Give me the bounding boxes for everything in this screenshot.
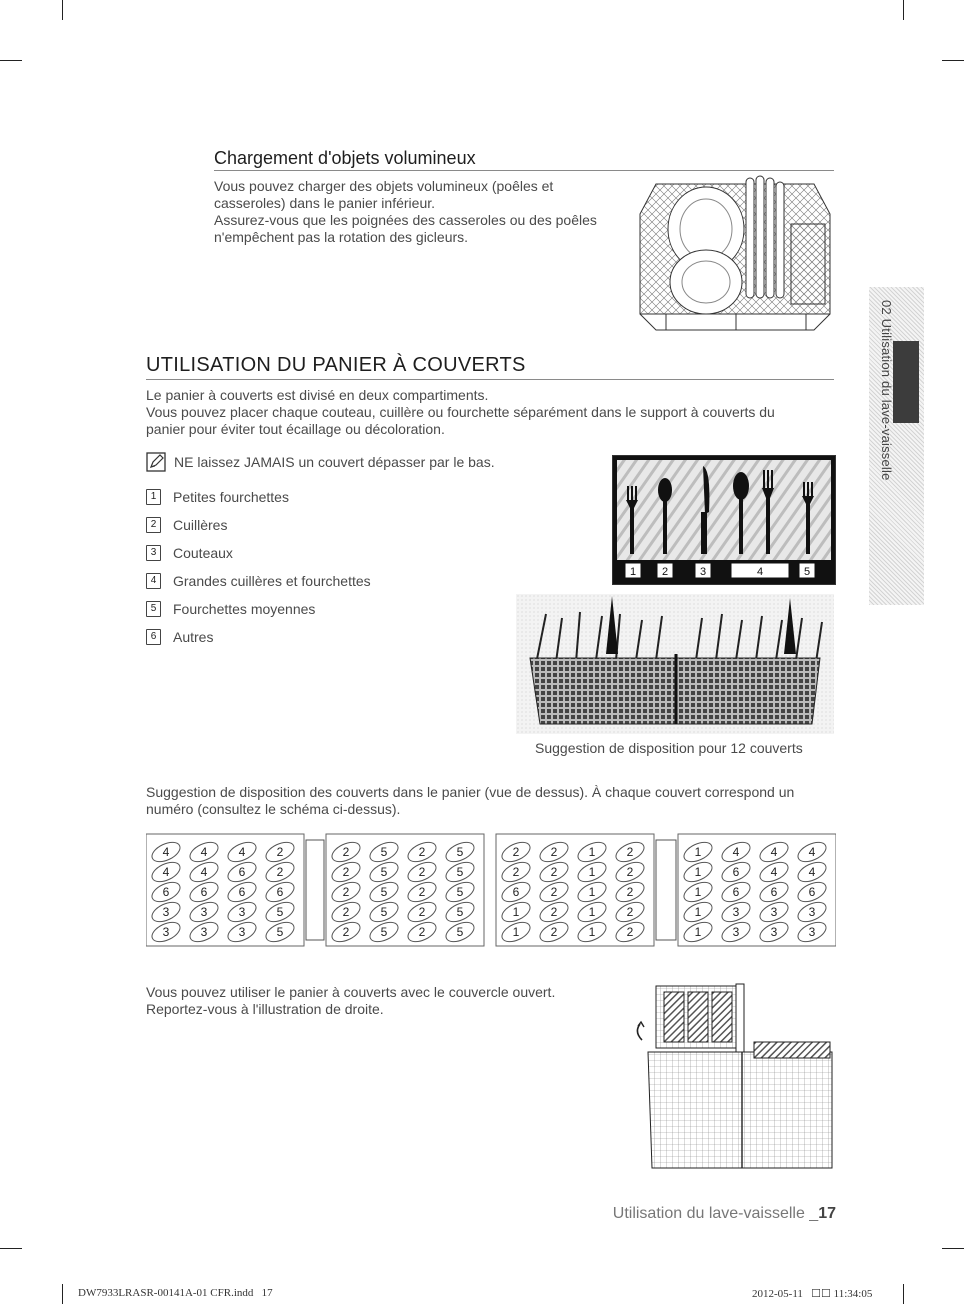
slot-number: 2: [276, 845, 284, 859]
slot-number: 1: [512, 905, 520, 919]
slot-number: 4: [200, 845, 208, 859]
slot-number: 2: [512, 865, 520, 879]
slot-number: 3: [162, 925, 170, 939]
chapter-tab-marker: [893, 341, 919, 423]
bulky-para-2: Assurez-vous que les poignées des casseroles ou des poêles n'empêchent pas la rotation des gicleurs.: [214, 212, 597, 245]
slot-number: 1: [694, 905, 702, 919]
slot-number: 2: [626, 905, 634, 919]
photo-caption: Suggestion de disposition pour 12 couverts: [535, 740, 803, 756]
footer-section-label: Utilisation du lave-vaisselle _: [612, 1205, 819, 1222]
item-label: Fourchettes moyennes: [173, 601, 316, 617]
slot-number: 4: [732, 845, 740, 859]
slot-number: 2: [342, 905, 350, 919]
item-label: Couteaux: [173, 545, 233, 561]
item-label: Autres: [173, 629, 214, 645]
section-title-cutlery: UTILISATION DU PANIER À COUVERTS: [146, 354, 526, 376]
lower-basket-illustration: [636, 174, 834, 332]
slot-number: 4: [162, 845, 170, 859]
slot-number: 2: [550, 905, 558, 919]
slot-number: 3: [770, 925, 778, 939]
slot-number: 2: [342, 865, 350, 879]
slot-number: 6: [238, 865, 246, 879]
print-file-name: DW7933LRASR-00141A-01 CFR.indd 17: [78, 1287, 273, 1299]
slot-number: 6: [808, 885, 816, 899]
slot-number: 4: [238, 845, 246, 859]
slot-number: 6: [732, 865, 740, 879]
slot-number: 6: [200, 885, 208, 899]
utensil-label-4: 4: [756, 566, 764, 578]
slot-number: 2: [550, 845, 558, 859]
slot-number: 2: [626, 885, 634, 899]
item-label: Petites fourchettes: [173, 489, 289, 505]
basket-compartment: [678, 834, 836, 946]
list-item: [146, 488, 289, 506]
item-number: 5: [146, 601, 161, 617]
slot-number: 1: [588, 865, 596, 879]
cutlery-para-1: Le panier à couverts est divisé en deux compartiments.: [146, 387, 489, 403]
slot-number: 3: [200, 925, 208, 939]
utensil-types-photo: [612, 455, 836, 585]
slot-number: 6: [276, 885, 284, 899]
slot-number: 6: [162, 885, 170, 899]
slot-number: 4: [808, 845, 816, 859]
slot-number: 2: [418, 845, 426, 859]
slot-number: 5: [380, 845, 388, 859]
slot-number: 1: [588, 925, 596, 939]
slot-number: 5: [380, 925, 388, 939]
slot-number: 5: [456, 885, 464, 899]
slot-number: 6: [770, 885, 778, 899]
page-footer: [560, 1205, 836, 1223]
item-label: Grandes cuillères et fourchettes: [173, 573, 371, 589]
slot-number: 2: [550, 885, 558, 899]
slot-number: 4: [808, 865, 816, 879]
slot-number: 1: [694, 885, 702, 899]
list-item: [146, 516, 227, 534]
slot-number: 5: [380, 865, 388, 879]
slot-number: 3: [732, 925, 740, 939]
lid-description: [146, 984, 606, 1018]
slot-number: 3: [808, 905, 816, 919]
list-item: [146, 572, 371, 590]
slot-number: 1: [694, 865, 702, 879]
slot-number: 5: [276, 905, 284, 919]
print-date-stamp: 2012-05-11 ☐☐ 11:34:05: [752, 1288, 873, 1300]
slot-number: 2: [342, 885, 350, 899]
bulky-description: [214, 178, 614, 246]
lid-text-1: Vous pouvez utiliser le panier à couverts avec le couvercle ouvert.: [146, 984, 556, 1000]
bulky-para-1: Vous pouvez charger des objets volumineux (poêles et casseroles) dans le panier inférieur.: [214, 178, 554, 211]
slot-number: 1: [512, 925, 520, 939]
cutlery-description: [146, 387, 826, 438]
basket-compartment: [146, 834, 304, 946]
utensil-label-3: 3: [699, 566, 707, 578]
slot-number: 2: [418, 885, 426, 899]
note-icon: [146, 452, 166, 472]
lid-text-2: Reportez-vous à l'illustration de droite.: [146, 1001, 384, 1017]
slot-number: 6: [732, 885, 740, 899]
layout-description: Suggestion de disposition des couverts dans le panier (vue de dessus). À chaque couvert correspond un numéro (consultez le schéma ci-dessus).: [146, 784, 795, 817]
basket-grid-svg: [146, 830, 836, 950]
chapter-tab-label: 02 Utilisation du lave-vaisselle: [879, 300, 894, 481]
list-item: [146, 628, 213, 646]
slot-number: 6: [238, 885, 246, 899]
slot-number: 2: [418, 905, 426, 919]
utensil-silhouettes: [613, 456, 835, 584]
item-number: 1: [146, 489, 161, 505]
slot-number: 2: [626, 925, 634, 939]
slot-number: 2: [342, 925, 350, 939]
slot-number: 3: [200, 905, 208, 919]
utensil-label-2: 2: [661, 566, 669, 578]
slot-number: 2: [418, 925, 426, 939]
item-label: Cuillères: [173, 517, 228, 533]
slot-number: 3: [732, 905, 740, 919]
slot-number: 2: [512, 845, 520, 859]
slot-number: 2: [550, 925, 558, 939]
slot-number: 2: [550, 865, 558, 879]
basket-compartment: [326, 834, 484, 946]
utensil-label-1: 1: [629, 566, 637, 578]
list-item: [146, 544, 233, 562]
item-number: 3: [146, 545, 161, 561]
basket-handle: [306, 840, 324, 940]
slot-number: 1: [588, 905, 596, 919]
basket-top-view: [146, 830, 836, 950]
item-number: 2: [146, 517, 161, 533]
cutlery-basket-photo: [516, 594, 834, 734]
slot-number: 4: [200, 865, 208, 879]
slot-number: 5: [456, 905, 464, 919]
section-title-bulky: Chargement d'objets volumineux: [214, 148, 476, 168]
item-number: 4: [146, 573, 161, 589]
note-text: NE laissez JAMAIS un couvert dépasser par le bas.: [174, 454, 495, 470]
basket-handle: [656, 840, 676, 940]
slot-number: 5: [456, 925, 464, 939]
slot-number: 3: [808, 925, 816, 939]
slot-number: 1: [694, 925, 702, 939]
slot-number: 6: [512, 885, 520, 899]
slot-number: 1: [588, 885, 596, 899]
slot-number: 3: [238, 925, 246, 939]
slot-number: 5: [380, 885, 388, 899]
slot-number: 3: [238, 905, 246, 919]
slot-number: 2: [626, 845, 634, 859]
slot-number: 2: [626, 865, 634, 879]
slot-number: 2: [276, 865, 284, 879]
slot-number: 1: [694, 845, 702, 859]
slot-number: 5: [456, 845, 464, 859]
cutlery-para-2: Vous pouvez placer chaque couteau, cuillère ou fourchette séparément dans le support à couverts du panier pour éviter tout écaillage ou décoloration.: [146, 404, 775, 437]
item-number: 6: [146, 629, 161, 645]
slot-number: 5: [276, 925, 284, 939]
slot-number: 4: [770, 865, 778, 879]
basket-compartment: [496, 834, 654, 946]
slot-number: 4: [162, 865, 170, 879]
slot-number: 4: [770, 845, 778, 859]
note: [146, 452, 495, 472]
slot-number: 1: [588, 845, 596, 859]
slot-number: 2: [418, 865, 426, 879]
utensil-label-5: 5: [803, 566, 811, 578]
basket-lid-open-illustration: [624, 982, 836, 1172]
slot-number: 3: [162, 905, 170, 919]
slot-number: 2: [342, 845, 350, 859]
slot-number: 5: [380, 905, 388, 919]
page-number: 17: [818, 1205, 836, 1222]
slot-number: 3: [770, 905, 778, 919]
list-item: [146, 600, 315, 618]
slot-number: 5: [456, 865, 464, 879]
